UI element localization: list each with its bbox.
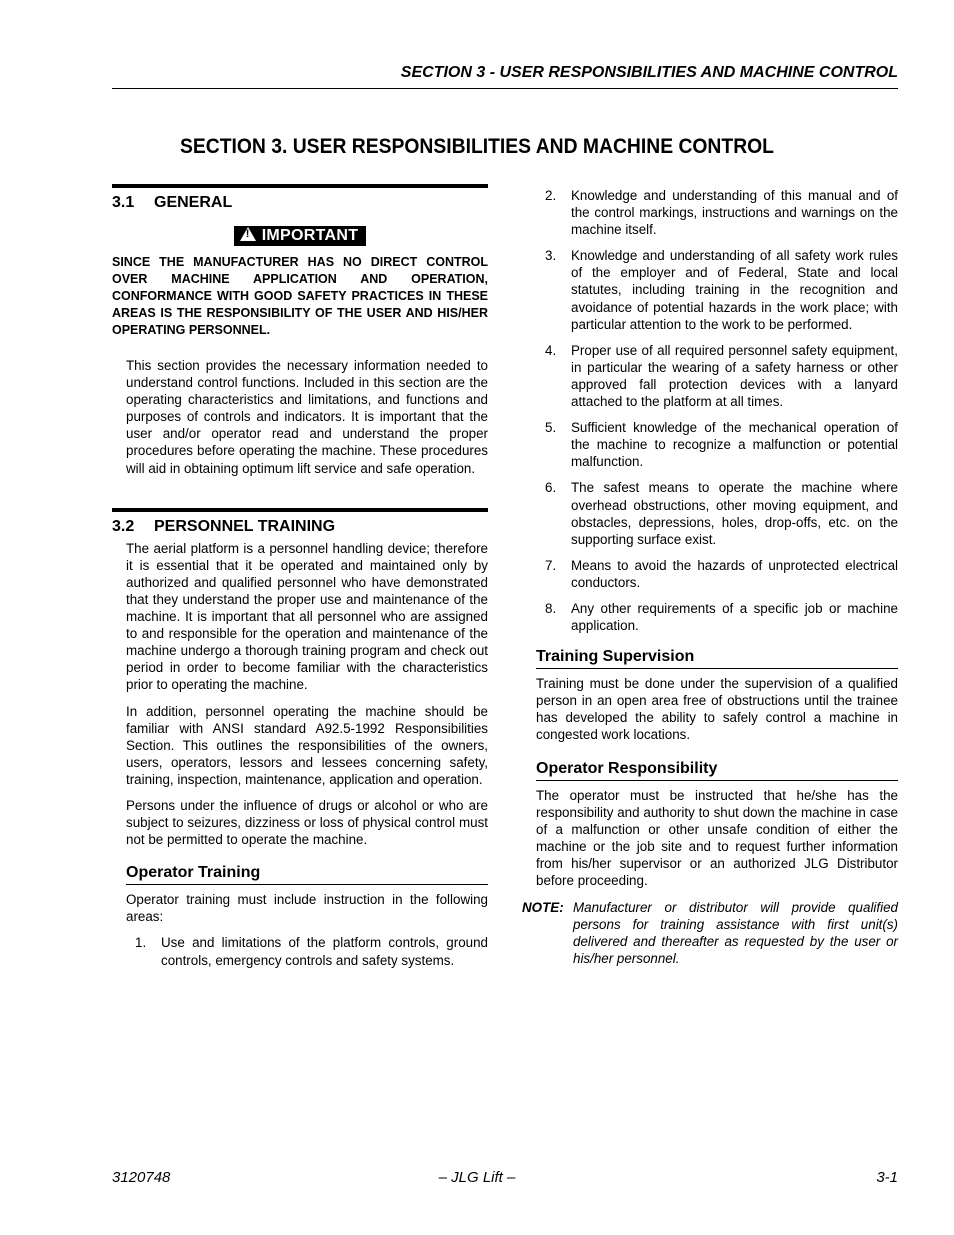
- important-banner-wrap: [112, 226, 488, 246]
- page-title: SECTION 3. USER RESPONSIBILITIES AND MACHINE CONTROL: [180, 135, 774, 158]
- list-text: Means to avoid the hazards of unprotected electrical conductors.: [571, 557, 898, 590]
- list-item: [522, 600, 898, 634]
- training-supervision-body: Training must be done under the supervision of a qualified person in an open area free of obstructions until the trainee has developed the ability to safely control a machine in congested work locations.: [536, 676, 898, 743]
- section-title: GENERAL: [154, 194, 233, 211]
- header-rule: [112, 88, 898, 89]
- list-number: 1.: [135, 935, 147, 951]
- footer-center: – JLG Lift –: [438, 1169, 516, 1186]
- section-number: 3.1: [112, 194, 135, 211]
- list-text: Sufficient knowledge of the mechanical operation of the machine to recognize a malfunction or potential malfunction.: [571, 420, 898, 470]
- right-column: [522, 187, 898, 967]
- list-item: [522, 187, 898, 238]
- list-number: 5.: [545, 420, 557, 436]
- list-number: 4.: [545, 342, 557, 358]
- operator-responsibility-heading: Operator Responsibility: [536, 760, 898, 781]
- training-para-2: In addition, personnel operating the machine should be familiar with ANSI standard A92.5-1992 Responsibilities Section. This outlines the responsibilities of the owners, users, operators, lessors and lessees concerning safety, training, inspection, maintenance, application and operation.: [126, 703, 488, 787]
- list-text: Knowledge and understanding of this manual and of the control markings, instructions and warnings on the machine itself.: [571, 188, 898, 238]
- operator-training-intro: Operator training must include instruction in the following areas:: [126, 892, 488, 925]
- list-item: [522, 479, 898, 547]
- list-number: 7.: [545, 557, 557, 573]
- list-number: 6.: [545, 480, 557, 496]
- section-heading-training: [112, 508, 488, 536]
- important-banner: [234, 226, 367, 246]
- list-item: [522, 557, 898, 591]
- running-header: SECTION 3 - USER RESPONSIBILITIES AND MACHINE CONTROL: [400, 64, 898, 81]
- training-para-3: Persons under the influence of drugs or alcohol or who are subject to seizures, dizziness or loss of physical control must not be permitted to operate the machine.: [126, 797, 488, 848]
- section-heading-general: [112, 184, 488, 212]
- training-list-right: [522, 187, 898, 634]
- list-text: Use and limitations of the platform controls, ground controls, emergency controls and safety systems.: [161, 935, 488, 968]
- left-column: [112, 184, 488, 978]
- training-para-1: The aerial platform is a personnel handling device; therefore it is essential that it be operated and maintained only by authorized and qualified personnel who have demonstrated that they understand the proper use and maintenance of the machine. It is important that all personnel who are assigned to and responsible for the operation and maintenance of the machine undergo a thorough training program and check out period in order to become familiar with the characteristics prior to operating the machine.: [126, 540, 488, 693]
- list-text: Knowledge and understanding of all safety work rules of the employer and of Federal, State and local statutes, including training in the recognition and avoidance of potential hazards in the work place; with particular attention to the work to be performed.: [571, 248, 898, 332]
- list-item: [522, 419, 898, 470]
- section-number: 3.2: [112, 517, 135, 535]
- training-list-left: [112, 934, 488, 968]
- section-title: PERSONNEL TRAINING: [154, 517, 336, 535]
- footer-doc-number: 3120748: [112, 1169, 171, 1186]
- warning-triangle-icon: [240, 227, 256, 241]
- operator-training-heading: Operator Training: [126, 864, 488, 885]
- list-text: Proper use of all required personnel safety equipment, in particular the wearing of a safety harness or other approved fall protection devices with a lanyard attached to the platform at all times.: [571, 342, 898, 410]
- list-item: [112, 934, 488, 968]
- important-label: IMPORTANT: [261, 227, 359, 244]
- list-number: 8.: [545, 600, 557, 616]
- training-supervision-heading: Training Supervision: [536, 648, 898, 669]
- list-text: Any other requirements of a specific job or machine application.: [571, 600, 898, 634]
- list-text: The safest means to operate the machine where overhead obstructions, other moving equipment, and obstacles, depressions, holes, drop-offs, etc. on the supporting surface exist.: [571, 480, 898, 547]
- list-item: [522, 247, 898, 332]
- list-number: 2.: [545, 188, 557, 203]
- note-block: [522, 899, 898, 967]
- footer-page-number: 3-1: [876, 1169, 898, 1186]
- general-body: This section provides the necessary information needed to understand control functions. Included in this section are the operating characteristics and limitations, and functions and purposes of controls and indicators. It is important that the user and/or operator read and understand the proper procedures before operating the machine. These procedures will aid in obtaining optimum lift service and safe operation.: [126, 358, 488, 476]
- list-number: 3.: [545, 248, 557, 264]
- note-text: Manufacturer or distributor will provide qualified persons for training assistance with first unit(s) delivered and thereafter as requested by the user or his/her personnel.: [573, 900, 898, 967]
- operator-responsibility-body: The operator must be instructed that he/she has the responsibility and authority to shut down the machine in case of a malfunction or other unsafe condition of either the machine or the job site and to request further information from his/her supervisor or an authorized JLG Distributor before proceeding.: [536, 787, 898, 888]
- note-label: NOTE:: [522, 900, 564, 916]
- important-warning-text: SINCE THE MANUFACTURER HAS NO DIRECT CONTROL OVER MACHINE APPLICATION AND OPERATION, CONFORMANCE WITH GOOD SAFETY PRACTICES IN THESE AREAS IS THE RESPONSIBILITY OF THE USER AND HIS/HER OPERATING PERSONNEL.: [112, 255, 488, 337]
- list-item: [522, 342, 898, 410]
